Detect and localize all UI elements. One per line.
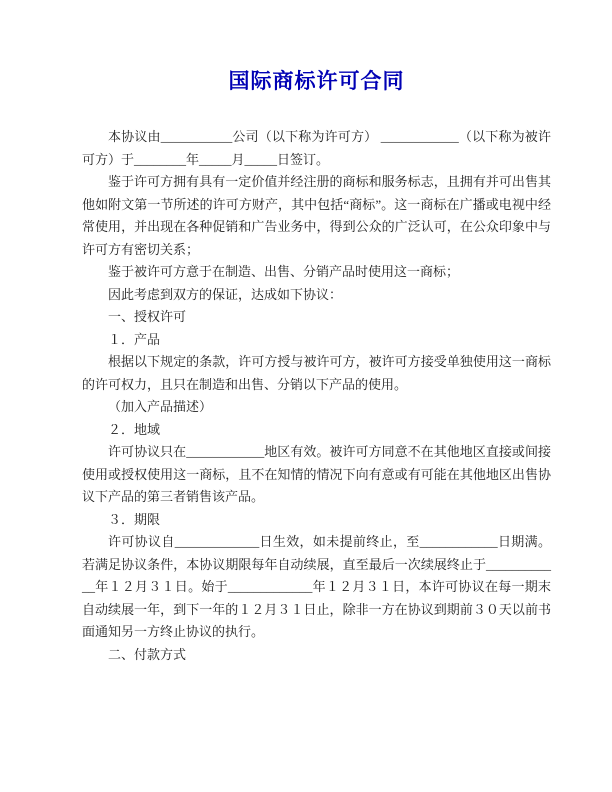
paragraph-parties-signing: 本协议由___________公司（以下称为许可方） ____________（以下称为被许可方）于________年_____月_____日签订。 xyxy=(82,129,551,167)
section-heading-authorization: 一、授权许可 xyxy=(108,309,187,324)
paragraph-agreement-intro: 因此考虑到双方的保证，达成如下协议： xyxy=(108,286,343,302)
paragraph-whereas-licensor: 鉴于许可方拥有具有一定价值并经注册的商标和服务标志，且拥有并可出售其他如附文第一节所述的许可方财产，其中包括“商标”。这一商标在广播或电视中经常使用，并出现在各种促销和广告业务中，得到公众的广泛认可，在公众印象中与许可方有密切关系； xyxy=(82,174,551,257)
paragraph-territory-terms: 许可协议只在____________地区有效。被许可方同意不在其他地区直接或间接使用或授权使用这一商标，且不在知情的情况下向有意或有可能在其他地区出售协议下产品的第三者销售该产品。 xyxy=(82,444,551,504)
paragraph-product-description-placeholder: （加入产品描述） xyxy=(108,399,213,414)
clause-heading-product: １．产品 xyxy=(108,331,161,347)
paragraph-whereas-licensee: 鉴于被许可方意于在制造、出售、分销产品时使用这一商标； xyxy=(108,264,460,279)
paragraph-product-terms: 根据以下规定的条款，许可方授与被许可方，被许可方接受单独使用这一商标的许可权力，且只在制造和出售、分销以下产品的使用。 xyxy=(82,354,551,392)
section-heading-payment: 二、付款方式 xyxy=(108,646,187,662)
clause-heading-territory: ２．地域 xyxy=(108,421,161,437)
paragraph-term-details: 许可协议自_____________日生效，如未提前终止，至____________日期满。若满足协议条件，本协议期限每年自动续展，直至最后一次续展终止于____________年１２月３１日。始于_____________年１２月３１日，本许可协议在每一期末自动续展一年，到下一年的１２月３１日止，除非一方在协议到期前３０天以前书面通知另一方终止协议的执行。 xyxy=(82,534,551,639)
document-title: 国际商标许可合同 xyxy=(228,69,405,93)
document-body xyxy=(82,126,551,666)
clause-heading-term: ３．期限 xyxy=(108,511,161,527)
